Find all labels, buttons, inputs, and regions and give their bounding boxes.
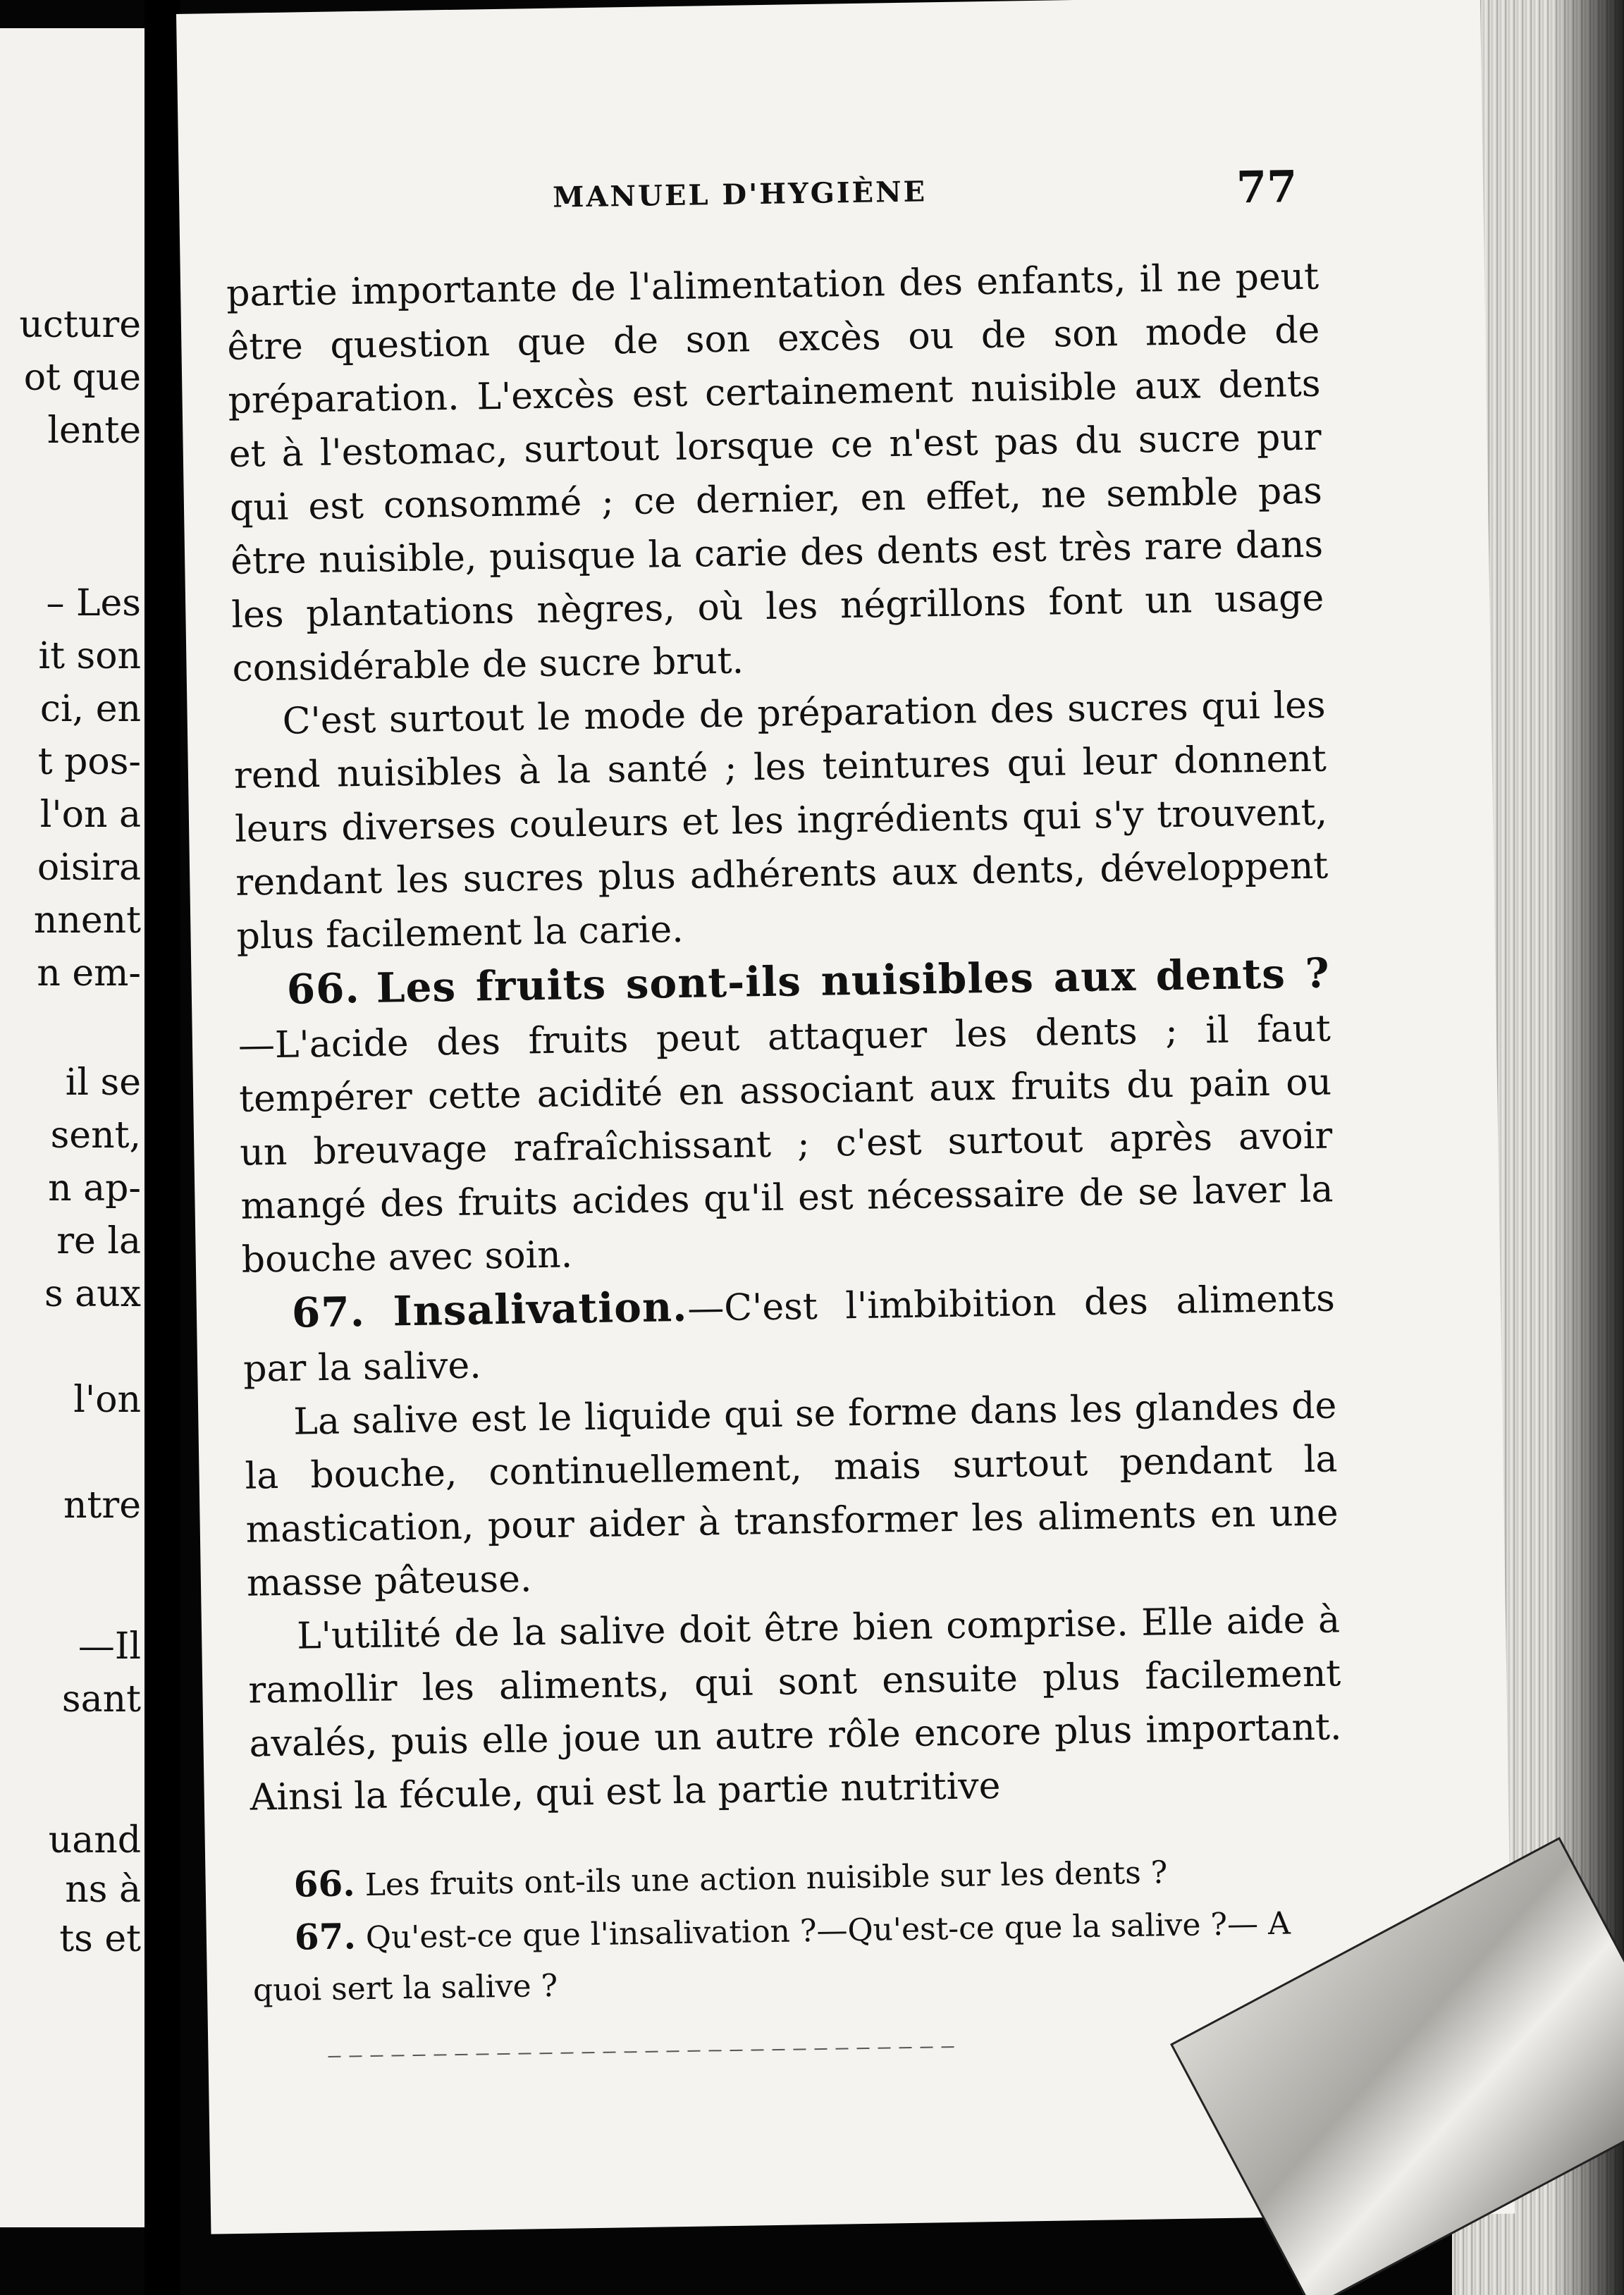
question-67 — [242, 1269, 1336, 1396]
left-page-line: l'on a — [39, 794, 141, 836]
footnote-text: Qu'est-ce que l'insalivation ?—Qu'est-ce que la salive ?— A quoi sert la salive ? — [252, 1905, 1291, 2009]
page-number: 77 — [1236, 161, 1298, 214]
left-page-line: ns à — [65, 1869, 141, 1911]
current-page — [176, 0, 1515, 2234]
left-page-line: sent, — [50, 1114, 141, 1157]
main-text — [226, 250, 1343, 1825]
left-page-line: ci, en — [39, 688, 141, 730]
left-page-line: it son — [38, 635, 141, 677]
dotted-rule — [328, 2046, 963, 2057]
review-questions — [251, 1842, 1346, 2016]
left-page-line: —Il — [78, 1625, 141, 1668]
book-gutter — [144, 0, 180, 2295]
left-page-line: n ap- — [48, 1167, 141, 1210]
question-answer: —C'est l'imbibition des aliments par la salive. — [242, 1277, 1336, 1391]
left-page-line: uand — [48, 1819, 141, 1862]
question-answer: —L'acide des fruits peut attaquer les dents ; il faut tempérer cette acidité en associant aux fruits du pain ou un breuvage rafraîchissant ; c'est surtout après avoir mangé des fruits acides qu'il est nécessaire de se laver la bouche avec soin. — [238, 1007, 1334, 1281]
footnote-number: 66. — [293, 1862, 356, 1905]
left-page-line: – Les — [46, 582, 141, 624]
paragraph: C'est surtout le mode de préparation des sucres qui les rend nuisibles à la santé ; les teintures qui leur donnent leurs diverses couleurs et les ingrédients qui s'y trouvent, rendant les sucres plus adhérents aux dents, développent plus facilement la carie. — [233, 684, 1329, 958]
question-number: 66. — [286, 964, 361, 1014]
left-page-line: nnent — [33, 899, 141, 942]
left-page-line: ucture — [19, 304, 141, 346]
paragraph: L'utilité de la salive doit être bien comprise. Elle aide à ramollir les aliments, qui sont ensuite plus facilement avalés, puis elle joue un autre rôle encore plus important. Ainsi la fécule, qui est la partie nutritive — [247, 1599, 1342, 1819]
left-page-line: ts et — [59, 1918, 141, 1960]
paragraph: partie importante de l'alimentation des enfants, il ne peut être question que de son excès ou de son mode de préparation. L'excès est certainement nuisible aux dents et à l'estomac, surtout lorsque ce n'est pas du sucre pur qui est consommé ; ce dernier, en effet, ne semble pas être nuisible, puisque la carie des dents est très rare dans les plantations nègres, où les négrillons font un usage considérable de sucre brut. — [226, 255, 1324, 690]
footnote-text: Les fruits ont-ils une action nuisible sur les dents ? — [364, 1854, 1168, 1904]
left-page-line: s aux — [44, 1273, 141, 1315]
question-heading: Insalivation. — [393, 1282, 688, 1336]
left-page-line: il se — [65, 1062, 141, 1104]
question-heading: Les fruits sont-ils nuisibles aux dents ? — [376, 949, 1331, 1012]
question-number: 67. — [291, 1288, 366, 1337]
left-page-line: oisira — [37, 847, 141, 889]
running-title: MANUEL D'HYGIÈNE — [552, 175, 928, 214]
left-page-line: re la — [56, 1220, 141, 1262]
left-page-line: l'on — [73, 1379, 141, 1421]
footnote-number: 67. — [294, 1915, 357, 1958]
left-page-line: ot que — [23, 357, 141, 399]
left-page-line: t pos- — [37, 741, 141, 783]
left-page-line: n em- — [37, 952, 141, 995]
question-66 — [237, 946, 1334, 1286]
footnote-67 — [252, 1895, 1346, 2016]
left-page-line: lente — [47, 410, 141, 452]
left-page-line: sant — [61, 1678, 141, 1721]
page-header — [179, 161, 1484, 236]
left-page-line: ntre — [63, 1484, 141, 1527]
paragraph: La salive est le liquide qui se forme dans les glandes de la bouche, continuellement, mais surtout pendant la mastication, pour aider à transformer les aliments en une masse pâteuse. — [245, 1384, 1339, 1605]
previous-page-fragment — [0, 28, 148, 2227]
